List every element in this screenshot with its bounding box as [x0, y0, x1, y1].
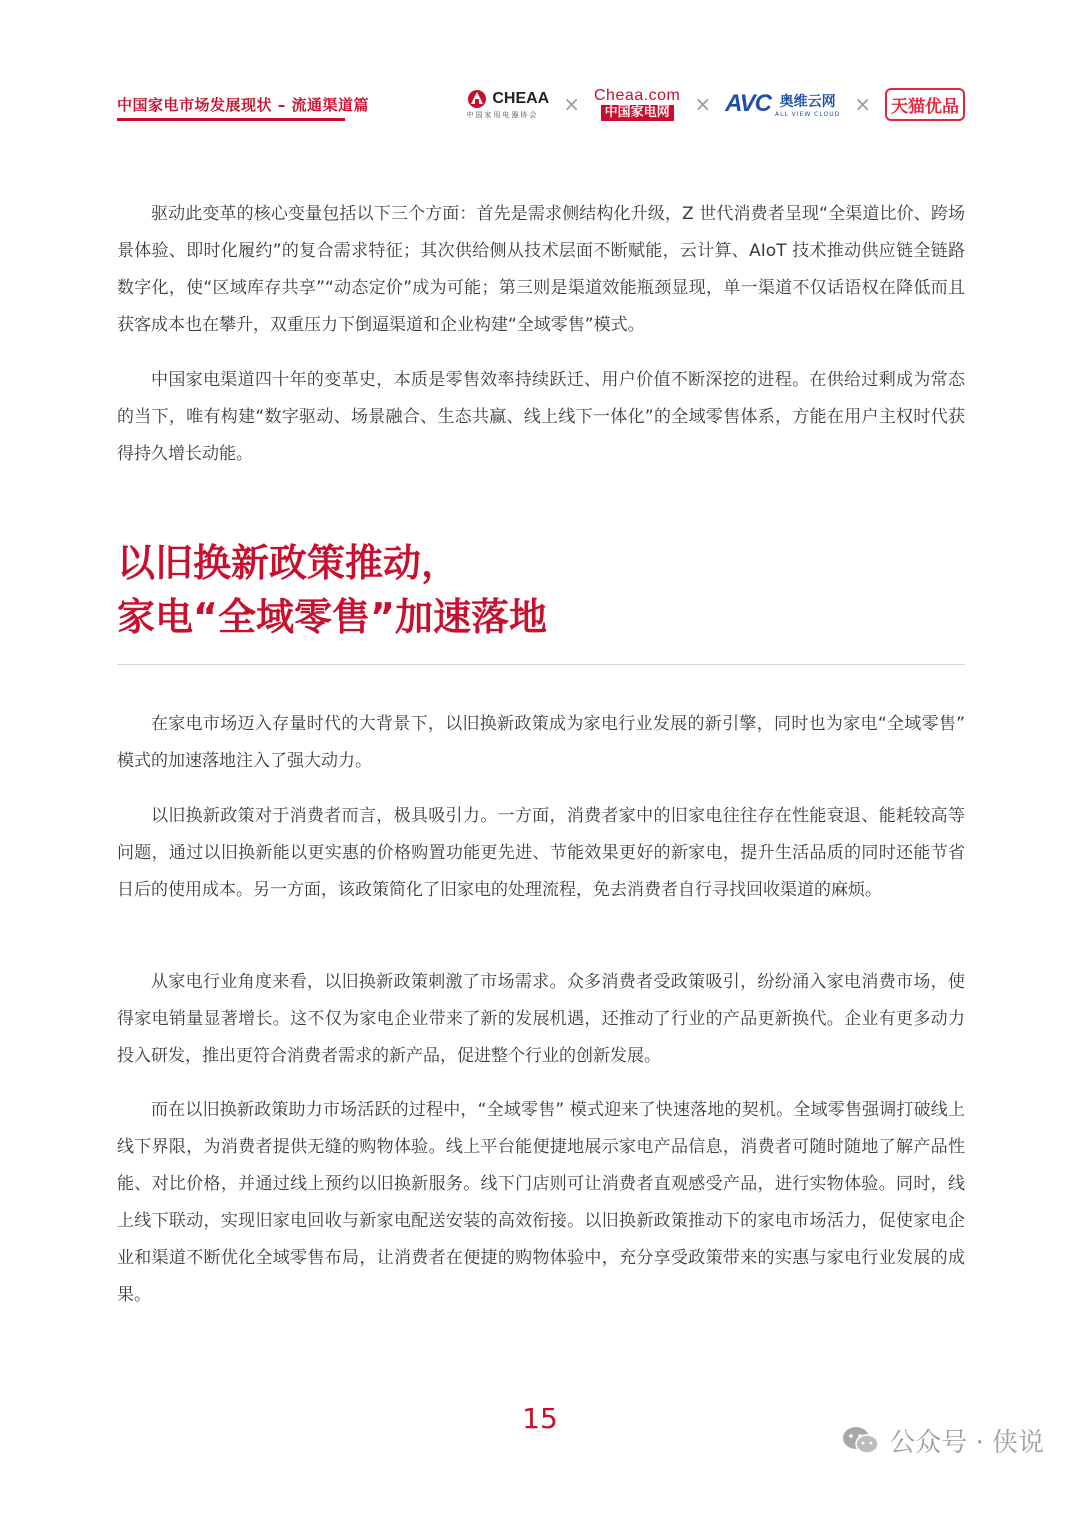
cheaa-com-logo — [594, 87, 680, 121]
avc-logo — [725, 90, 840, 118]
body-paragraph: 而在以旧换新政策助力市场活跃的过程中，“全域零售” 模式迎来了快速落地的契机。全域零售强调打破线上线下界限，为消费者提供无缝的购物体验。线上平台能便捷地展示家电产品信息，消费者可随时随地了解产品性能、对比价格，并通过线上预约以旧换新服务。线下门店则可让消费者直观感受产品，进行实物体验。同时，线上线下联动，实现旧家电回收与新家电配送安装的高效衔接。以旧换新政策推动下的家电市场活力，促使家电企业和渠道不断优化全域零售布局，让消费者在便捷的购物体验中，充分享受政策带来的实惠与家电行业发展的成果。 — [117, 1100, 965, 1305]
cheaa-name: CHEAA — [492, 89, 550, 107]
partner-logos — [466, 86, 965, 122]
body-paragraph: 从家电行业角度来看，以旧换新政策刺激了市场需求。众多消费者受政策吸引，纷纷涌入家电消费市场，使得家电销量显著增长。这不仅为家电企业带来了新的发展机遇，还推动了行业的产品更新换代。企业有更多动力投入研发，推出更符合消费者需求的新产品，促进整个行业的创新发展。 — [117, 972, 965, 1066]
logo-separator: × — [563, 92, 580, 116]
page-header — [117, 80, 965, 130]
section-heading-line2: 家电“全域零售”加速落地 — [117, 595, 547, 639]
logo-separator: × — [854, 92, 871, 116]
cheaa-logo — [466, 89, 549, 120]
section-heading — [117, 536, 965, 644]
cheaa-com-name: Cheaa.com — [593, 87, 681, 104]
wechat-icon — [841, 1425, 881, 1457]
body-paragraph: 驱动此变革的核心变量包括以下三个方面：首先是需求侧结构化升级，Z 世代消费者呈现“全渠道比价、跨场景体验、即时化履约”的复合需求特征；其次供给侧从技术层面不断赋能，云计算、AIoT 技术推动供应链全链路数字化，使“区域库存共享”“动态定价”成为可能；第三则是渠道效能瓶颈显现，单一渠道不仅话语权在降低而且获客成本也在攀升，双重压力下倒逼渠道和企业构建“全域零售”模式。 — [117, 204, 965, 335]
section-heading-line1: 以旧换新政策推动， — [117, 541, 460, 585]
avc-name: AVC — [725, 90, 771, 117]
header-underline — [117, 118, 345, 121]
page-number: 15 — [522, 1402, 558, 1435]
watermark-text: 公众号 · 侠说 — [889, 1428, 1044, 1458]
section-divider — [117, 664, 965, 665]
watermark — [841, 1422, 1044, 1459]
cheaa-emblem-icon — [466, 89, 488, 109]
avc-subtitle: ALL VIEW CLOUD — [774, 110, 841, 118]
header-title: 中国家电市场发展现状 – 流通渠道篇 — [117, 96, 369, 114]
body-paragraph: 在家电市场迈入存量时代的大背景下，以旧换新政策成为家电行业发展的新引擎，同时也为家电“全域零售” 模式的加速落地注入了强大动力。 — [117, 714, 965, 771]
avc-cn-name: 奥维云网 — [779, 93, 836, 110]
cheaa-com-subtitle: 中国家电网 — [601, 105, 674, 121]
logo-separator: × — [694, 92, 712, 116]
cheaa-subtitle: 中国家用电器协会 — [466, 110, 539, 119]
body-paragraph: 以旧换新政策对于消费者而言，极具吸引力。一方面，消费者家中的旧家电往往存在性能衰退、能耗较高等问题，通过以旧换新能以更实惠的价格购置功能更先进、节能效果更好的新家电，提升生活品质的同时还能节省日后的使用成本。另一方面，该政策简化了旧家电的处理流程，免去消费者自行寻找回收渠道的麻烦。 — [117, 806, 965, 900]
body-paragraph: 中国家电渠道四十年的变革史，本质是零售效率持续跃迁、用户价值不断深挖的进程。在供给过剩成为常态的当下，唯有构建“数字驱动、场景融合、生态共赢、线上线下一体化”的全域零售体系，方能在用户主权时代获得持久增长动能。 — [117, 370, 965, 464]
tmall-logo — [885, 88, 965, 121]
tmall-name: 天猫优品 — [891, 96, 959, 117]
